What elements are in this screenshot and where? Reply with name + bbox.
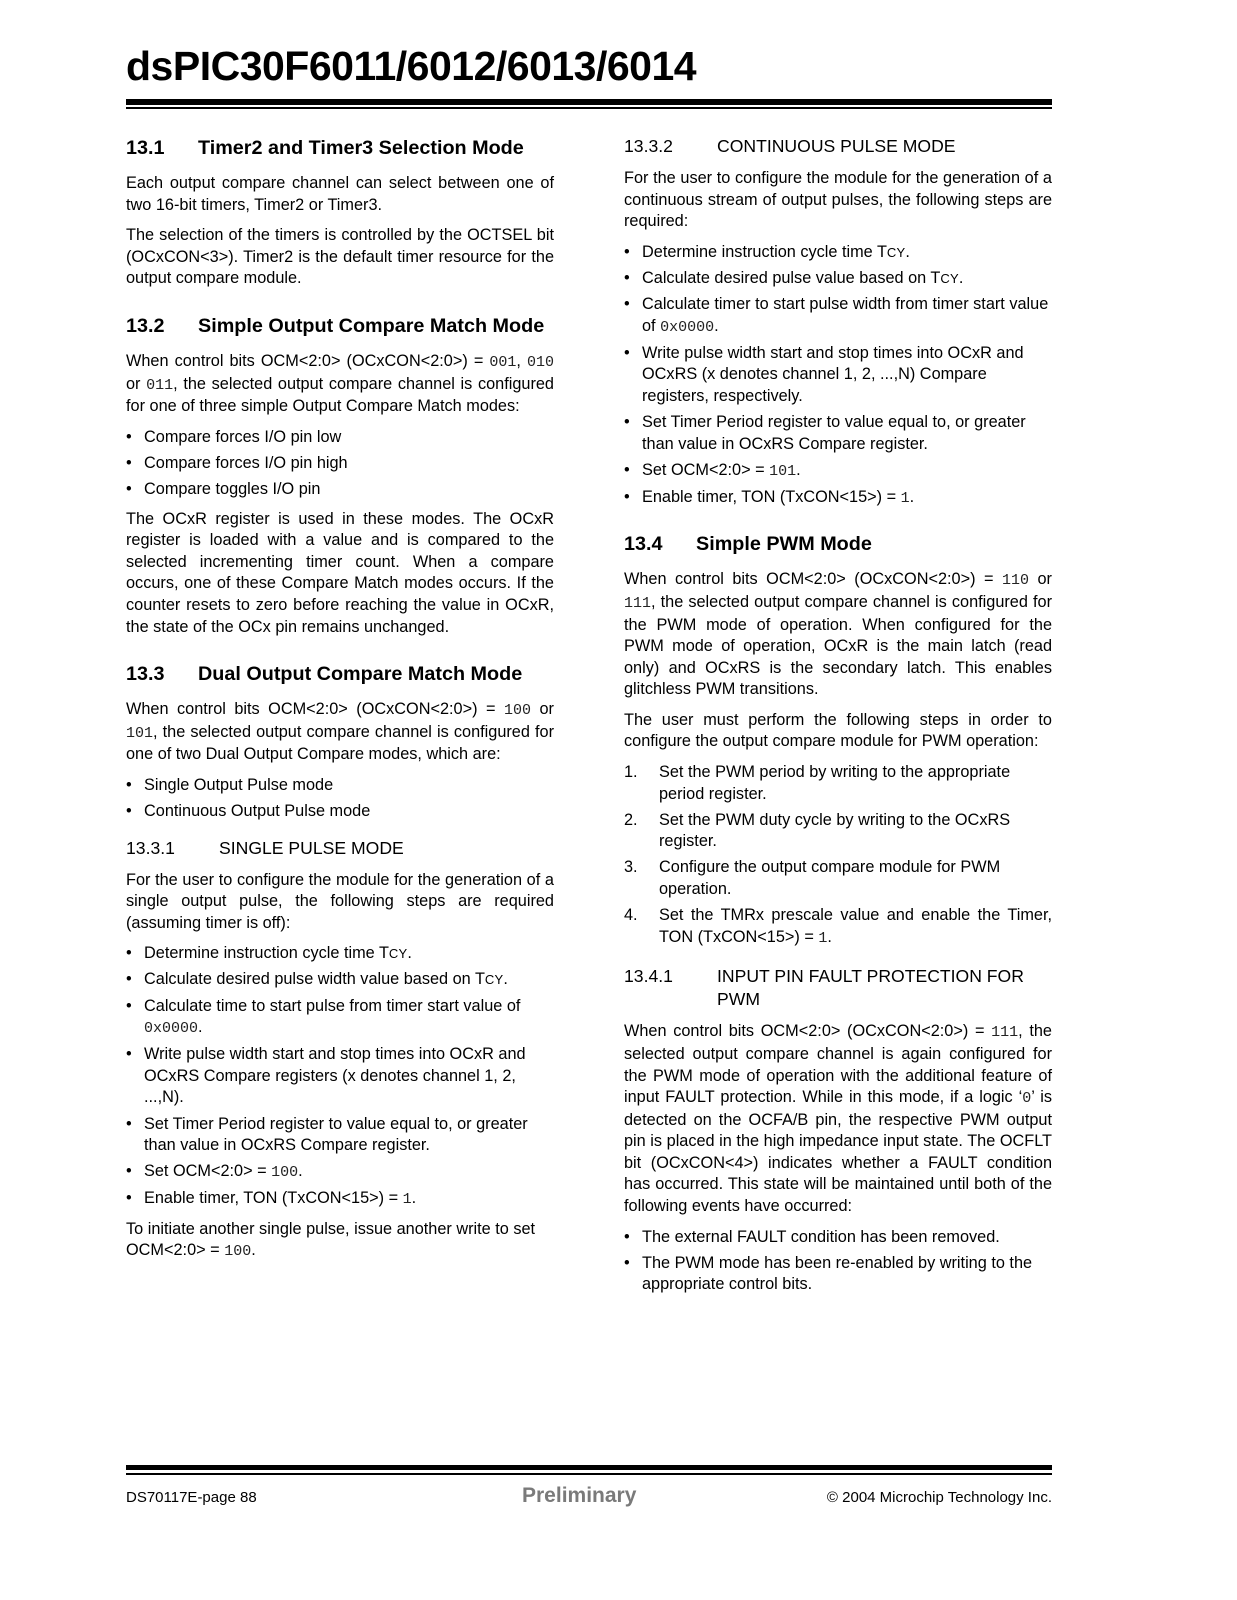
code-value: 101 — [126, 724, 154, 742]
header-rule-thick — [126, 99, 1052, 105]
list-item: • Determine instruction cycle time TCY. — [624, 242, 1052, 264]
list-item: 2. Set the PWM duty cycle by writing to the OCxRS register. — [624, 810, 1011, 851]
paragraph: The selection of the timers is controlled by the OCTSEL bit (OCxCON<3>). Timer2 is the default timer resource for the output compare module. — [126, 226, 554, 288]
code-value: 100 — [271, 1164, 299, 1182]
list-item: • Single Output Pulse mode — [126, 775, 554, 797]
paragraph: When control bits OCM<2:0> (OCxCON<2:0>) = 100 or 101, the selected output compare channel is configured for one of two Dual Output Compare modes, which are: — [126, 700, 554, 764]
code-value: 0x0000 — [660, 318, 715, 336]
section-number: 13.4 — [624, 533, 663, 556]
code-value: 010 — [526, 353, 554, 371]
section-title: Dual Output Compare Match Mode — [198, 663, 523, 686]
copyright: © 2004 Microchip Technology Inc. — [826, 1489, 1052, 1506]
section-number: 13.3.2 — [624, 136, 673, 156]
section-number: 13.3 — [126, 663, 165, 686]
numbered-list — [624, 762, 1052, 949]
code-value: 100 — [504, 702, 532, 720]
paragraph: When control bits OCM<2:0> (OCxCON<2:0>) = 110 or 111, the selected output compare channel is configured for the PWM mode of operation. When configured for the PWM mode of operation, OCxR is the main latch (read only) and OCxRS is the secondary latch. This enables glitchless PWM transitions. — [624, 570, 1052, 699]
list-item: • Compare toggles I/O pin — [126, 479, 554, 501]
section-title: INPUT PIN FAULT PROTECTION FOR PWM — [717, 966, 1024, 1010]
list-item: • Enable timer, TON (TxCON<15>) = 1. — [126, 1188, 554, 1211]
bullet-list — [126, 427, 554, 501]
list-item: • Set OCM<2:0> = 100. — [126, 1161, 554, 1184]
list-item: • Write pulse width start and stop times into OCxR and OCxRS Compare registers (x denotes channel 1, 2, ...,N). — [126, 1044, 554, 1109]
bullet-list — [126, 943, 554, 1211]
document-title: dsPIC30F6011/6012/6013/6014 — [126, 43, 697, 89]
section-title: Timer2 and Timer3 Selection Mode — [198, 137, 524, 159]
footer-rule-thin — [126, 1473, 1052, 1475]
list-item: 4. Set the TMRx prescale value and enable the Timer, TON (TxCON<15>) = 1. — [624, 906, 1052, 947]
code-value: 0 — [1022, 1090, 1032, 1108]
list-item: • Set Timer Period register to value equal to, or greater than value in OCxRS Compare register. — [126, 1114, 554, 1157]
bullet-list — [624, 1227, 1052, 1296]
code-value: 111 — [991, 1024, 1019, 1042]
paragraph: When control bits OCM<2:0> (OCxCON<2:0>) = 001, 010 or 011, the selected output compare channel is configured for one of three simple Output Compare Match modes: — [126, 351, 554, 416]
list-item: • Calculate desired pulse value based on TCY. — [624, 268, 1052, 290]
section-number: 13.2 — [126, 314, 165, 337]
list-item: • Compare forces I/O pin low — [126, 427, 554, 449]
page-number: DS70117E-page 88 — [126, 1489, 257, 1506]
code-value: 1 — [402, 1191, 412, 1209]
code-value: 0x0000 — [144, 1020, 199, 1038]
section-title: CONTINUOUS PULSE MODE — [717, 136, 956, 156]
section-title: SINGLE PULSE MODE — [219, 837, 404, 858]
header-rule-thin — [126, 107, 1052, 109]
section-13-2-heading — [126, 313, 554, 339]
list-item: • The PWM mode has been re-enabled by writing to the appropriate control bits. — [624, 1253, 1052, 1296]
section-number: 13.3.1 — [126, 837, 175, 858]
code-value: 111 — [624, 594, 652, 612]
list-item: • Compare forces I/O pin high — [126, 453, 554, 475]
paragraph: For the user to configure the module for the generation of a continuous stream of output pulses, the following steps are required: — [624, 169, 1052, 231]
paragraph: The user must perform the following steps in order to configure the output compare module for PWM operation: — [624, 710, 1052, 751]
list-item: • Continuous Output Pulse mode — [126, 801, 554, 823]
paragraph: When control bits OCM<2:0> (OCxCON<2:0>) = 111, the selected output compare channel is again configured for the PWM mode of operation with the additional feature of input FAULT protection. While in this mode, if a logic ‘0’ is detected on the OCFA/B pin, the respective PWM output pin is placed in the high impedance input state. The OCFLT bit (OCxCON<4>) indicates whether a FAULT condition has occurred. This state will be maintained until both of the following events have occurred: — [624, 1022, 1053, 1216]
section-13-3-1-heading — [126, 837, 554, 860]
list-item: • Enable timer, TON (TxCON<15>) = 1. — [624, 487, 1052, 510]
section-13-1-heading — [126, 135, 554, 161]
section-number: 13.1 — [126, 137, 165, 159]
bullet-list — [126, 775, 554, 823]
right-column — [624, 135, 1052, 1304]
code-value: 011 — [146, 376, 174, 394]
paragraph: Each output compare channel can select between one of two 16-bit timers, Timer2 or Timer3. — [126, 174, 554, 214]
code-value: 110 — [1002, 572, 1030, 590]
code-value: 100 — [224, 1243, 252, 1261]
list-item: • Set Timer Period register to value equal to, or greater than value in OCxRS Compare register. — [624, 412, 1052, 455]
list-item: • The external FAULT condition has been removed. — [624, 1227, 1052, 1249]
list-item: • Write pulse width start and stop times into OCxR and OCxRS (x denotes channel 1, 2, ...,N) Compare registers, respectively. — [624, 343, 1052, 408]
paragraph: For the user to configure the module for the generation of a single output pulse, the following steps are required (assuming timer is off): — [126, 870, 554, 932]
code-value: 101 — [769, 462, 797, 480]
list-item: 1. Set the PWM period by writing to the appropriate period register. — [624, 763, 1011, 803]
section-13-3-2-heading — [624, 135, 1052, 158]
section-title: Simple Output Compare Match Mode — [198, 314, 545, 337]
section-13-4-1-heading — [624, 965, 1052, 1011]
list-item: • Calculate desired pulse width value based on TCY. — [126, 969, 554, 991]
bullet-list — [624, 242, 1052, 510]
code-value: 1 — [818, 929, 828, 947]
code-value: 001 — [489, 353, 517, 371]
list-item: • Calculate timer to start pulse width from timer start value of 0x0000. — [624, 294, 1052, 338]
code-value: 1 — [900, 489, 910, 507]
paragraph: To initiate another single pulse, issue another write to set OCM<2:0> = 100. — [126, 1219, 536, 1261]
left-column — [126, 135, 554, 1272]
list-item: • Determine instruction cycle time TCY. — [126, 943, 554, 965]
paragraph: The OCxR register is used in these modes. The OCxR register is loaded with a value and is compared to the selected incrementing timer count. When a compare occurs, one of these Compare Match modes occurs. If the counter resets to zero before reaching the value in OCxR, the state of the OCx pin remains unchanged. — [126, 509, 554, 636]
section-number: 13.4.1 — [624, 966, 673, 987]
list-item: • Set OCM<2:0> = 101. — [624, 460, 1052, 483]
footer-rule-thick — [126, 1465, 1052, 1470]
list-item: • Calculate time to start pulse from timer start value of 0x0000. — [126, 996, 554, 1040]
list-item: 3. Configure the output compare module for PWM operation. — [624, 858, 1001, 899]
section-13-4-heading — [624, 531, 1052, 557]
section-13-3-heading — [126, 661, 554, 687]
section-title: Simple PWM Mode — [696, 533, 872, 556]
status-label: Preliminary — [522, 1484, 637, 1507]
